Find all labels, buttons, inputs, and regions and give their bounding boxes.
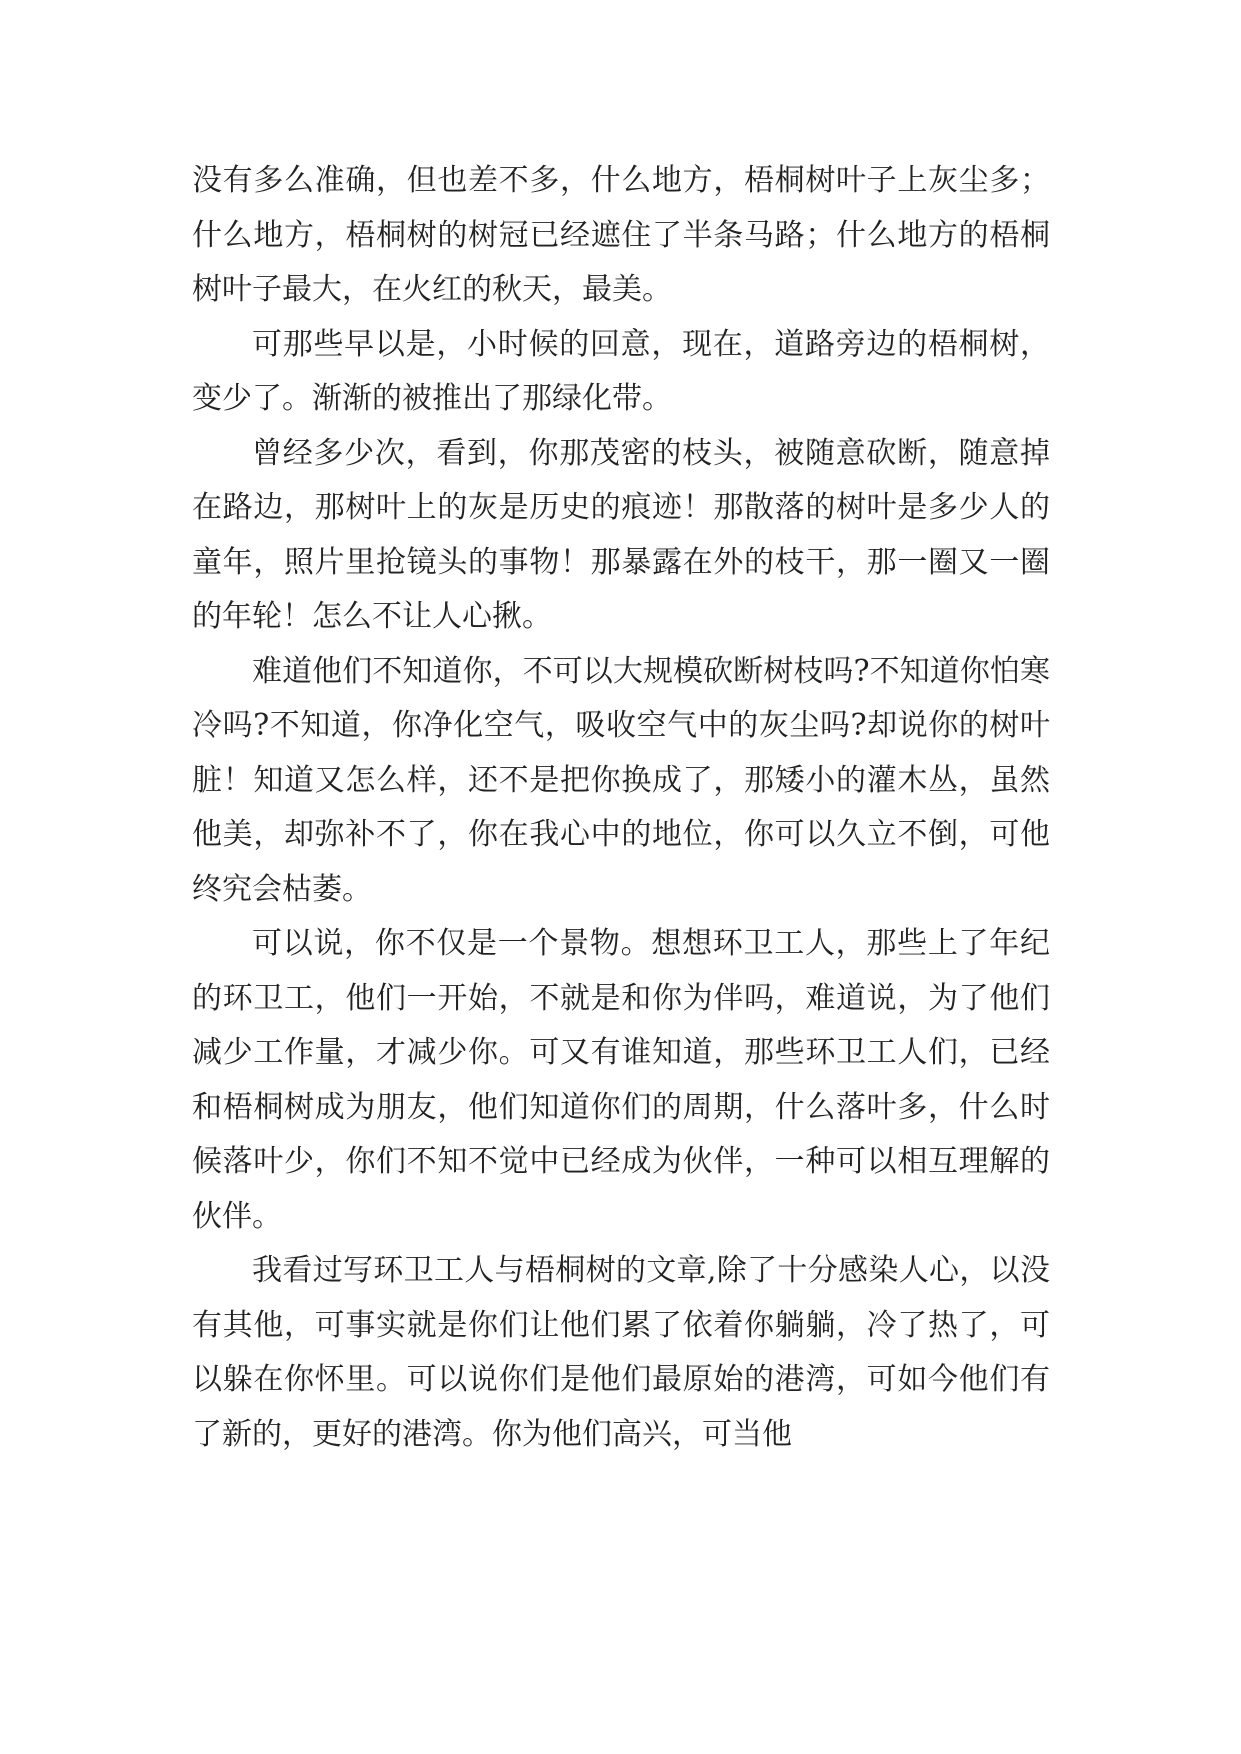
- paragraph: 曾经多少次，看到，你那茂密的枝头，被随意砍断，随意掉在路边，那树叶上的灰是历史的痕迹！那散落的树叶是多少人的童年，照片里抢镜头的事物！那暴露在外的枝干，那一圈又一圈的年轮！怎么不让人心揪。: [192, 435, 1050, 634]
- paragraph: 没有多么准确，但也差不多，什么地方，梧桐树叶子上灰尘多；什么地方，梧桐树的树冠已经遮住了半条马路；什么地方的梧桐树叶子最大，在火红的秋天，最美。: [192, 163, 1050, 307]
- paragraph: 可以说，你不仅是一个景物。想想环卫工人，那些上了年纪的环卫工，他们一开始，不就是和你为伴吗，难道说，为了他们减少工作量，才减少你。可又有谁知道，那些环卫工人们，已经和梧桐树成为朋友，他们知道你们的周期，什么落叶多，什么时候落叶少，你们不知不觉中已经成为伙伴，一种可以相互理解的伙伴。: [192, 926, 1050, 1234]
- paragraph: 我看过写环卫工人与梧桐树的文章,除了十分感染人心，以没有其他，可事实就是你们让他们累了依着你躺躺，冷了热了，可以躲在你怀里。可以说你们是他们最原始的港湾，可如今他们有了新的，更好的港湾。你为他们高兴，可当他: [192, 1253, 1050, 1452]
- paragraph: 可那些早以是，小时候的回意，现在，道路旁边的梧桐树，变少了。渐渐的被推出了那绿化带。: [192, 326, 1050, 416]
- paragraph: 难道他们不知道你，不可以大规模砍断树枝吗?不知道你怕寒冷吗?不知道，你净化空气，吸收空气中的灰尘吗?却说你的树叶脏！知道又怎么样，还不是把你换成了，那矮小的灌木丛，虽然他美，却弥补不了，你在我心中的地位，你可以久立不倒，可他终究会枯萎。: [192, 653, 1050, 907]
- document-body: [192, 154, 1050, 1462]
